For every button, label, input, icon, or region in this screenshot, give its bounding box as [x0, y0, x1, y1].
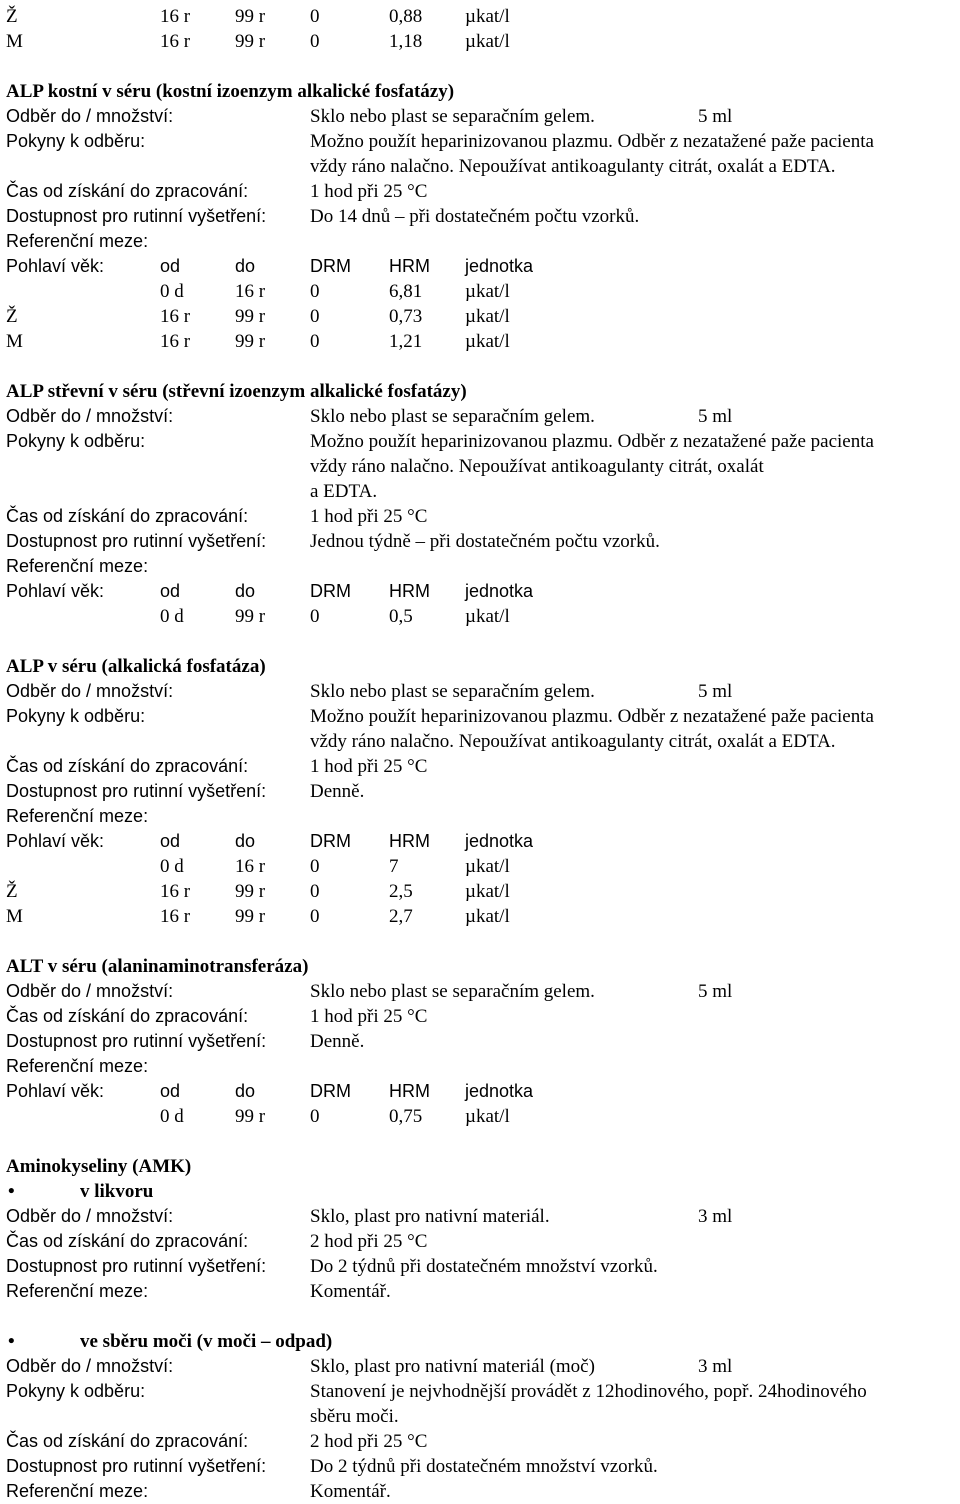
pokyny-2-text: vždy ráno nalačno. Nepoužívat antikoagulanty citrát, oxalát a EDTA.	[310, 731, 836, 752]
from-text: 16 r	[160, 331, 191, 352]
unit-text: µkat/l	[465, 281, 510, 302]
dostupnost-text: Do 2 týdnů při dostatečném množství vzorků.	[310, 1456, 658, 1477]
referencni-text: Komentář.	[310, 1481, 391, 1502]
ref-row	[6, 879, 956, 904]
do-text: do	[235, 1081, 256, 1101]
pohlavi-header: Pohlaví věk:	[6, 256, 105, 276]
from-text: 0 d	[160, 281, 184, 302]
odber-row	[6, 1204, 956, 1229]
cas-row	[6, 1429, 956, 1454]
pokyny-label: Pokyny k odběru:	[6, 131, 146, 151]
dostupnost-row	[6, 1254, 956, 1279]
ref-row	[6, 279, 956, 304]
from-cell: 16 r	[160, 31, 191, 52]
ref-row	[6, 329, 956, 354]
drm-text: DRM	[310, 581, 351, 601]
jednotka-text: jednotka	[465, 1081, 534, 1101]
od-header: od	[160, 256, 181, 276]
drm-header: DRM	[310, 256, 351, 276]
dostupnost-text: Dostupnost pro rutinní vyšetření:	[6, 1031, 267, 1051]
from-text: 0 d	[160, 606, 184, 627]
hrm-text: 0,5	[389, 606, 413, 627]
od-text: od	[160, 581, 181, 601]
cas-row	[6, 504, 956, 529]
drm-text: 0	[310, 906, 320, 927]
cas-row	[6, 1004, 956, 1029]
odber-text: Sklo nebo plast se separačním gelem.	[310, 681, 595, 702]
pokyny-1-text: Možno použít heparinizovanou plazmu. Odběr z nezatažené paže pacienta	[310, 431, 874, 452]
od-text: od	[160, 831, 181, 851]
from-cell: 16 r	[160, 6, 191, 27]
dostupnost-text: Denně.	[310, 1031, 365, 1052]
odber-text: Odběr do / množství:	[6, 681, 174, 701]
pokyny-row	[6, 429, 956, 454]
jednotka-text: jednotka	[465, 581, 534, 601]
pohlavi-text: Pohlaví věk:	[6, 831, 105, 851]
unit-text: µkat/l	[465, 906, 510, 927]
to-cell: 99 r	[235, 6, 266, 27]
cas-text: Čas od získání do zpracování:	[6, 1006, 249, 1026]
hrm-text: 0,73	[389, 306, 423, 327]
hrm-text: 1,21	[389, 331, 423, 352]
pokyny-1-text: Možno použít heparinizovanou plazmu. Odběr z nezatažené paže pacienta	[310, 706, 874, 727]
sex-text: Ž	[6, 881, 18, 902]
to-text: 99 r	[235, 306, 266, 327]
to-text: 16 r	[235, 281, 266, 302]
ref-row	[6, 1104, 956, 1129]
from-text: 0 d	[160, 856, 184, 877]
hrm-text: 7	[389, 856, 399, 877]
mnozstvi-text: 3 ml	[698, 1356, 733, 1377]
title-text: ALP v séru (alkalická fosfatáza)	[6, 656, 266, 677]
dostupnost-row	[6, 1454, 956, 1479]
dostupnost-row	[6, 1029, 956, 1054]
pohlavi-text: Pohlaví věk:	[6, 581, 105, 601]
referencni-row	[6, 804, 956, 829]
pokyny-text: Pokyny k odběru:	[6, 1381, 146, 1401]
ref-header-row	[6, 1079, 956, 1104]
odber-label: Odběr do / množství:	[6, 106, 174, 126]
ref-row	[6, 854, 956, 879]
do-header: do	[235, 256, 256, 276]
ref-row	[6, 4, 956, 29]
drm-text: 0	[310, 306, 320, 327]
bullet-icon: •	[8, 1181, 15, 1202]
unit-cell: µkat/l	[465, 31, 510, 52]
mnozstvi-value: 5 ml	[698, 106, 733, 127]
from-text: 16 r	[160, 306, 191, 327]
cas-row	[6, 1229, 956, 1254]
to-text: 99 r	[235, 331, 266, 352]
title-text: Aminokyseliny (AMK)	[6, 1156, 192, 1177]
referencni-row	[6, 1279, 956, 1304]
from-text: 16 r	[160, 881, 191, 902]
hrm-text: 2,5	[389, 881, 413, 902]
ref-header-row	[6, 579, 956, 604]
jednotka-text: jednotka	[465, 831, 534, 851]
from-text: 16 r	[160, 906, 191, 927]
to-text: 16 r	[235, 856, 266, 877]
hrm-text: HRM	[389, 581, 430, 601]
title-text: ALT v séru (alaninaminotransferáza)	[6, 956, 309, 977]
dostupnost-row	[6, 779, 956, 804]
subsection-title	[6, 1179, 956, 1204]
drm-cell: 0	[310, 6, 320, 27]
hrm-cell: 1,18	[389, 31, 423, 52]
cas-text: 2 hod při 25 °C	[310, 1431, 428, 1452]
hrm-text: 2,7	[389, 906, 413, 927]
referencni-row	[6, 554, 956, 579]
drm-text: 0	[310, 1106, 320, 1127]
odber-text: Sklo, plast pro nativní materiál (moč)	[310, 1356, 595, 1377]
dostupnost-row	[6, 204, 956, 229]
odber-text: Sklo nebo plast se separačním gelem.	[310, 981, 595, 1002]
document-page	[6, 4, 956, 1504]
sex-text: Ž	[6, 306, 18, 327]
hrm-text: HRM	[389, 831, 430, 851]
dostupnost-text: Dostupnost pro rutinní vyšetření:	[6, 1256, 267, 1276]
referencni-text: Referenční meze:	[6, 1481, 149, 1501]
pokyny-value: vždy ráno nalačno. Nepoužívat antikoagulanty citrát, oxalát a EDTA.	[310, 156, 836, 177]
cas-text: Čas od získání do zpracování:	[6, 506, 249, 526]
dostupnost-label: Dostupnost pro rutinní vyšetření:	[6, 206, 267, 226]
unit-text: µkat/l	[465, 606, 510, 627]
drm-text: DRM	[310, 1081, 351, 1101]
pokyny-row	[6, 704, 956, 729]
drm-text: 0	[310, 331, 320, 352]
pokyny-row	[6, 129, 956, 154]
pokyny-text: Pokyny k odběru:	[6, 706, 146, 726]
to-text: 99 r	[235, 906, 266, 927]
dostupnost-text: Jednou týdně – při dostatečném počtu vzorků.	[310, 531, 660, 552]
odber-value: Sklo nebo plast se separačním gelem.	[310, 106, 595, 127]
sex-text: M	[6, 331, 23, 352]
cas-label: Čas od získání do zpracování:	[6, 181, 249, 201]
cas-text: 2 hod při 25 °C	[310, 1231, 428, 1252]
odber-row	[6, 104, 956, 129]
drm-text: DRM	[310, 831, 351, 851]
odber-text: Odběr do / množství:	[6, 981, 174, 1001]
hrm-text: HRM	[389, 1081, 430, 1101]
jednotka-header: jednotka	[465, 256, 534, 276]
pokyny-text: Pokyny k odběru:	[6, 431, 146, 451]
title-text: ALP střevní v séru (střevní izoenzym alkalické fosfatázy)	[6, 381, 467, 402]
pokyny-value: Možno použít heparinizovanou plazmu. Odběr z nezatažené paže pacienta	[310, 131, 874, 152]
pokyny-row-cont	[6, 154, 956, 179]
referencni-row	[6, 229, 956, 254]
ref-row	[6, 604, 956, 629]
odber-row	[6, 1354, 956, 1379]
pokyny-3-text: a EDTA.	[310, 481, 378, 502]
section-title	[6, 79, 956, 104]
referencni-label: Referenční meze:	[6, 231, 149, 251]
ref-row	[6, 29, 956, 54]
odber-row	[6, 404, 956, 429]
sex-cell: M	[6, 31, 23, 52]
referencni-row	[6, 1054, 956, 1079]
pokyny-1-text: Stanovení je nejvhodnější provádět z 12hodinového, popř. 24hodinového	[310, 1381, 867, 1402]
cas-text: 1 hod při 25 °C	[310, 1006, 428, 1027]
cas-text: Čas od získání do zpracování:	[6, 1231, 249, 1251]
odber-row	[6, 679, 956, 704]
from-text: 0 d	[160, 1106, 184, 1127]
unit-text: µkat/l	[465, 1106, 510, 1127]
unit-cell: µkat/l	[465, 6, 510, 27]
drm-text: 0	[310, 856, 320, 877]
title-text: ALP kostní v séru (kostní izoenzym alkalické fosfatázy)	[6, 81, 455, 102]
pokyny-row-cont	[6, 729, 956, 754]
mnozstvi-text: 5 ml	[698, 981, 733, 1002]
drm-text: 0	[310, 281, 320, 302]
pokyny-2-text: vždy ráno nalačno. Nepoužívat antikoagulanty citrát, oxalát	[310, 456, 764, 477]
to-text: 99 r	[235, 606, 266, 627]
mnozstvi-text: 5 ml	[698, 406, 733, 427]
hrm-text: 0,75	[389, 1106, 423, 1127]
odber-text: Odběr do / množství:	[6, 1206, 174, 1226]
ref-row	[6, 904, 956, 929]
to-text: 99 r	[235, 1106, 266, 1127]
cas-text: 1 hod při 25 °C	[310, 506, 428, 527]
odber-text: Sklo nebo plast se separačním gelem.	[310, 406, 595, 427]
cas-text: Čas od získání do zpracování:	[6, 1431, 249, 1451]
referencni-text: Referenční meze:	[6, 1281, 149, 1301]
ref-header-row	[6, 254, 956, 279]
od-text: od	[160, 1081, 181, 1101]
dostupnost-value: Do 14 dnů – při dostatečném počtu vzorků.	[310, 206, 640, 227]
do-text: do	[235, 581, 256, 601]
unit-text: µkat/l	[465, 306, 510, 327]
referencni-text: Referenční meze:	[6, 1056, 149, 1076]
pokyny-row-cont	[6, 479, 956, 504]
unit-text: µkat/l	[465, 856, 510, 877]
dostupnost-row	[6, 529, 956, 554]
dostupnost-text: Dostupnost pro rutinní vyšetření:	[6, 531, 267, 551]
hrm-header: HRM	[389, 256, 430, 276]
odber-text: Sklo, plast pro nativní materiál.	[310, 1206, 550, 1227]
section-title	[6, 1154, 956, 1179]
dostupnost-text: Denně.	[310, 781, 365, 802]
pokyny-row	[6, 1379, 956, 1404]
mnozstvi-text: 5 ml	[698, 681, 733, 702]
drm-cell: 0	[310, 31, 320, 52]
dostupnost-text: Dostupnost pro rutinní vyšetření:	[6, 781, 267, 801]
hrm-cell: 0,88	[389, 6, 423, 27]
mnozstvi-text: 3 ml	[698, 1206, 733, 1227]
unit-text: µkat/l	[465, 881, 510, 902]
do-text: do	[235, 831, 256, 851]
drm-text: 0	[310, 881, 320, 902]
unit-text: µkat/l	[465, 331, 510, 352]
bullet-icon: •	[8, 1331, 15, 1352]
to-cell: 99 r	[235, 31, 266, 52]
odber-text: Odběr do / množství:	[6, 1356, 174, 1376]
subsection-title	[6, 1329, 956, 1354]
odber-text: Odběr do / množství:	[6, 406, 174, 426]
pohlavi-text: Pohlaví věk:	[6, 1081, 105, 1101]
section-title	[6, 379, 956, 404]
referencni-text: Referenční meze:	[6, 806, 149, 826]
sex-text: M	[6, 906, 23, 927]
dostupnost-text: Do 2 týdnů při dostatečném množství vzorků.	[310, 1256, 658, 1277]
ref-header-row	[6, 829, 956, 854]
pokyny-row-cont	[6, 454, 956, 479]
sex-cell: Ž	[6, 6, 18, 27]
referencni-text: Referenční meze:	[6, 556, 149, 576]
cas-value: 1 hod při 25 °C	[310, 181, 428, 202]
to-text: 99 r	[235, 881, 266, 902]
pokyny-2-text: sběru moči.	[310, 1406, 399, 1427]
subtitle-text: ve sběru moči (v moči – odpad)	[80, 1331, 333, 1352]
referencni-row	[6, 1479, 956, 1504]
referencni-text: Komentář.	[310, 1281, 391, 1302]
dostupnost-text: Dostupnost pro rutinní vyšetření:	[6, 1456, 267, 1476]
cas-row	[6, 754, 956, 779]
cas-row	[6, 179, 956, 204]
hrm-text: 6,81	[389, 281, 423, 302]
cas-text: Čas od získání do zpracování:	[6, 756, 249, 776]
odber-row	[6, 979, 956, 1004]
ref-row	[6, 304, 956, 329]
section-title	[6, 654, 956, 679]
subtitle-text: v likvoru	[80, 1181, 154, 1202]
pokyny-row-cont	[6, 1404, 956, 1429]
section-title	[6, 954, 956, 979]
cas-text: 1 hod při 25 °C	[310, 756, 428, 777]
drm-text: 0	[310, 606, 320, 627]
